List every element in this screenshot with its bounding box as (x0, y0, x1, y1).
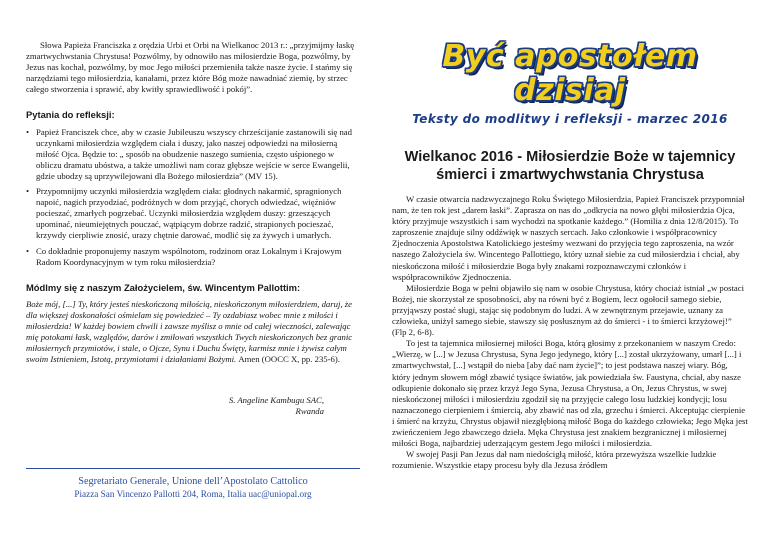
questions-list (26, 127, 360, 268)
footer-org: Segretariato Generale, Unione dell’Apostolato Cattolico (78, 476, 308, 487)
footer (26, 468, 360, 500)
article-paragraph: Miłosierdzie Boga w pełni objawiło się nam w osobie Chrystusa, który chociaż istniał „w postaci Bożej, nie skorzystał ze sposobności, aby na równi być z Bogiem, lecz ogołocił samego siebie, przyjąwszy postać sługi, stając się podobnym do ludzi. A w zewnętrznym przejawie, uznany za człowieka, uniżył samego siebie, stawszy się posłusznym aż do śmierci - i to śmierci krzyżowej!” (Flp 2, 6-8). (392, 282, 745, 338)
banner-subtitle: Teksty do modlitwy i refleksji - marzec 2016 (412, 112, 728, 126)
author-signature (26, 395, 324, 417)
list-item: • Papież Franciszek chce, aby w czasie Jubileuszu wszyscy chrześcijanie zastanowili się nad uczynkami miłosierdzia względem ciała i duszy, jako naszej odpowiedzi na miłosierną miłość Ojca. Będzie to: „ sposób na obudzenie naszego sumienia, często uśpionego w obliczu dramatu ubóstwa, a także umożliwi nam coraz głębsze wejście w serce Ewangelii, gdzie ubodzy są uprzywilejowani dla Bożego miłosierdzia” (MV 15). (26, 127, 360, 182)
right-column (392, 40, 748, 471)
prayer-body: Boże mój, [...] Ty, który jesteś nieskończoną miłością, nieskończonym miłosierdziem, daruj, że dla większej doskonałości ośmielam się powiedzieć – Ty ozdabiasz wobec mnie z miłości i miłosierdzia! W każdej bowiem chwili i zawsze myślisz o mnie od całej wieczności, zalewając mię potokami łask, względów, darów i zmiłowań wszystkich Twych nieskończonych bez granic miłosiernych przymiotów, i stale, o Ojcze, Synu i Duchu Święty, karmisz mnie i żywisz całym swoim Istnieniem, Istotą, przymiotami i działaniami Bożymi. (26, 298, 353, 365)
intro-quote: Słowa Papieża Franciszka z orędzia Urbi et Orbi na Wielkanoc 2013 r.: „przyjmijmy łaskę zmartwychwstania Chrystusa! Pozwólmy, by odnowiło nas miłosierdzie Boga, pozwólmy, by Jezus nas kochał, pozwólmy, by moc Jego miłości przemieniła także nasze życie. I stańmy się narzędziami tego miłosierdzia, kanałami, przez które Bóg może nawadniać ziemię, by strzec całego stworzenia i sprawić, aby kwitły sprawiedliwość i pokój”. (26, 40, 355, 95)
article-title: Wielkanoc 2016 - Miłosierdzie Boże w tajemnicy śmierci i zmartwychwstania Chrystusa (404, 149, 736, 183)
prayer-text (26, 299, 360, 366)
banner-title: Być apostołem dzisiaj (442, 39, 698, 108)
prayer-source: Amen (OOCC X, pp. 235-6). (238, 354, 340, 365)
article-body (392, 194, 748, 471)
article-paragraph: W swojej Pasji Pan Jezus dał nam niedościgłą miłość, która przewyższa wszelkie ludzkie rozumienie. Wszystkie etapy procesu były dla Jezusa źródłem (392, 449, 717, 471)
left-column (26, 40, 360, 417)
article-paragraph: W czasie otwarcia nadzwyczajnego Roku Świętego Miłosierdzia, Papież Franciszek przypomniał nam, że ten rok jest „darem łaski”. Zaprasza on nas do „odkrycia na nowo głębi miłosierdzia Ojca, który przyjmuje wszystkich i sam wychodzi na spotkanie każdego.” (Homilia z dnia 12/8/2015). To zaproszenie znajduje silny oddźwięk w naszych sercach. Jako członkowie i współpracownicy Zjednoczenia Apostolstwa Katolickiego jesteśmy wezwani do przyjęcia tego zaproszenia, na wzór naszego Założyciela św. Wincentego Pallottiego, który uznał siebie za cud miłosierdzia i chciał, aby nieskończona miłość i miłosierdzie Boga były znakami rozpoznawczymi członków i współpracowników Zjednoczenia. (392, 194, 745, 282)
prayer-heading: Módlmy się z naszym Założycielem, św. Wincentym Pallottim: (26, 281, 301, 293)
footer-address: Piazza San Vincenzo Pallotti 204, Roma, Italia uac@uniopal.org (74, 489, 312, 499)
list-item: • Przypomnijmy uczynki miłosierdzia względem ciała: głodnych nakarmić, spragnionych napoić, nagich przyodziać, podróżnych w dom przyjąć, chorych odwiedzać, więźniów pocieszać, zmarłych pogrzebać. Uczynki miłosierdzia względem duszy: grzeszących upominać, nieumiejętnych pouczać, wątpiącym dobrze radzić, strapionych pocieszać, krzywdy cierpliwie znosić, urazy chętnie darować, modlić się za żywych i umarłych. (26, 186, 360, 241)
author-name: S. Angeline Kambugu SAC, (228, 395, 324, 406)
list-item: • Co dokładnie proponujemy naszym wspólnotom, rodzinom oraz Lokalnym i Krajowym Radom Koordynacyjnym w tym roku miłosierdzia? (26, 246, 360, 268)
author-place: Rwanda (295, 406, 324, 417)
article-paragraph: To jest ta tajemnica miłosiernej miłości Boga, którą głosimy z przekonaniem w naszym Credo: „Wierzę, w [...] w Jezusa Chrystusa, Syna Jego jedynego, który [...] został ukrzyżowany, umarł [...] i zmartwychwstał, [...] wstąpił do nieba [aby dać nam życie]”; to jest podstawa naszej wiary. Bóg, który jednym słowem mógł zbawić tysiące światów, jak powiedziała św. Faustyna, chciał, aby nasze odkupienie dokonało się przez krzyż Jego Syna, Jezusa Chrystusa, a On, Jezus Chrystus, w swej nieskończonej miłości i miłosierdziu zgodził się na przyjęcie całego losu ludzkiej kondycji; losu naznaczonego cierpieniem i śmiercią, aby zbawić nas od zła, grzechu i śmierci. Akceptując cierpienie i śmierć na krzyżu, Chrystus objawił niezgłębioną miłość Boga do każdego człowieka; Jego Męka jest zwieńczeniem Jego zbawczego dzieła. Męka Chrystusa jest znakiem bezgranicznej i miłosiernej miłości Boga, najbardziej uderzającym gestem Jego miłości i miłosierdzia. (392, 338, 748, 449)
questions-heading: Pytania do refleksji: (26, 109, 115, 121)
